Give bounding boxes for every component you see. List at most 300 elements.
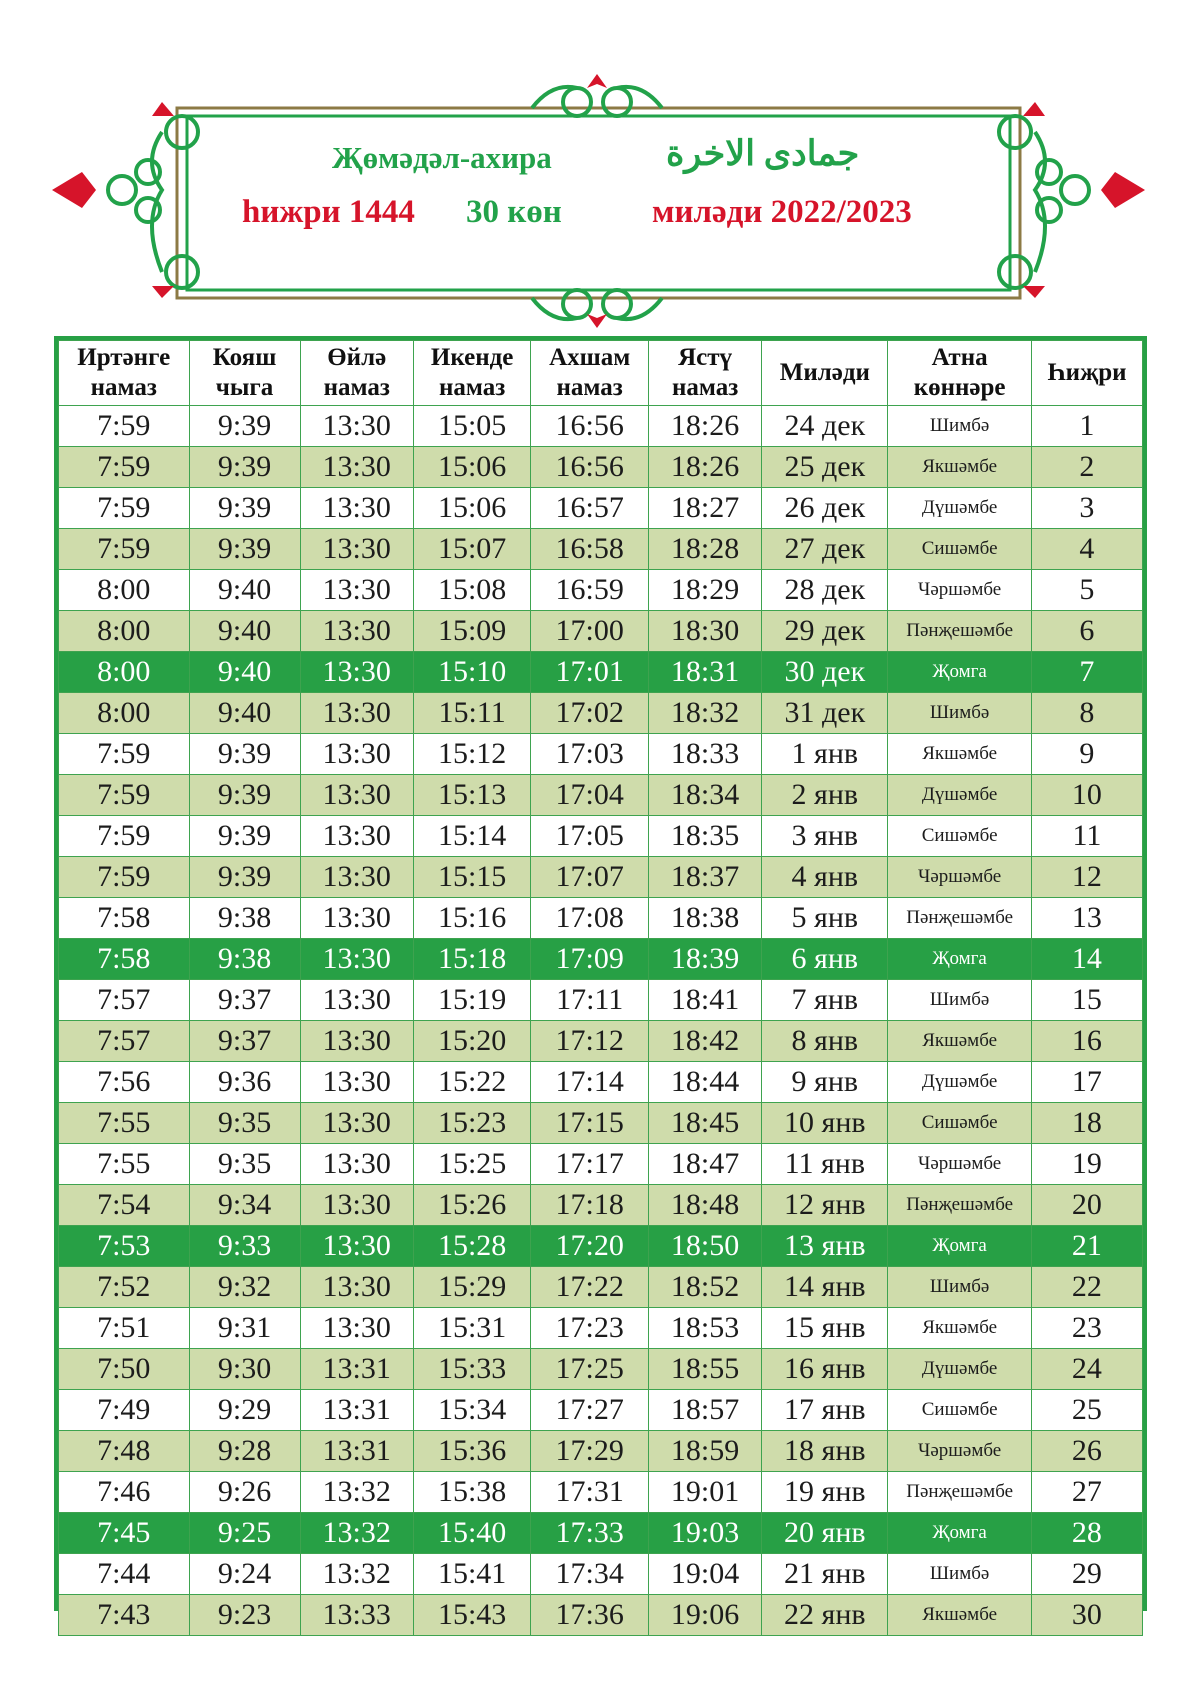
table-row <box>59 734 1143 775</box>
table-cell: 26 <box>1031 1431 1142 1472</box>
column-header-label: намаз <box>323 374 390 401</box>
table-cell: 15:06 <box>413 447 531 488</box>
table-cell: 31 дек <box>762 693 888 734</box>
table-cell: 9:28 <box>189 1431 300 1472</box>
table-cell: Чәршәмбе <box>888 1431 1031 1472</box>
table-cell: 13:30 <box>300 857 413 898</box>
table-cell: 15:08 <box>413 570 531 611</box>
table-cell: 18:38 <box>648 898 761 939</box>
table-cell: 18:31 <box>648 652 761 693</box>
table-cell: 13:30 <box>300 939 413 980</box>
table-cell: Пәнҗешәмбе <box>888 1472 1031 1513</box>
column-header-label: намаз <box>671 374 739 401</box>
table-cell: 13:30 <box>300 734 413 775</box>
table-cell: Җомга <box>888 1513 1031 1554</box>
table-cell: 13:30 <box>300 611 413 652</box>
table-cell: 7:59 <box>59 406 190 447</box>
table-cell: 17:00 <box>531 611 649 652</box>
table-body <box>59 406 1143 1636</box>
table-row <box>59 529 1143 570</box>
table-cell: 3 <box>1031 488 1142 529</box>
table-cell: Шимбә <box>888 1267 1031 1308</box>
table-cell: 26 дек <box>762 488 888 529</box>
table-cell: 13:30 <box>300 693 413 734</box>
table-cell: 9:29 <box>189 1390 300 1431</box>
table-cell: 5 янв <box>762 898 888 939</box>
table-cell: 10 <box>1031 775 1142 816</box>
table-cell: 13:30 <box>300 1103 413 1144</box>
table-row <box>59 1472 1143 1513</box>
table-cell: 8:00 <box>59 652 190 693</box>
table-cell: 17:03 <box>531 734 649 775</box>
table-cell: 9:40 <box>189 611 300 652</box>
column-header-label: Иртәнге <box>77 344 171 371</box>
table-cell: 9:39 <box>189 488 300 529</box>
column-header <box>1031 341 1142 406</box>
table-cell: 13:30 <box>300 570 413 611</box>
table-cell: 15:13 <box>413 775 531 816</box>
table-cell: 9:39 <box>189 406 300 447</box>
table-cell: 11 <box>1031 816 1142 857</box>
table-cell: 15:11 <box>413 693 531 734</box>
table-cell: 13:30 <box>300 898 413 939</box>
table-cell: Пәнҗешәмбе <box>888 898 1031 939</box>
table-cell: Сишәмбе <box>888 816 1031 857</box>
table-cell: 18:47 <box>648 1144 761 1185</box>
table-cell: 9:35 <box>189 1103 300 1144</box>
table-cell: 7:55 <box>59 1103 190 1144</box>
table-cell: 9:37 <box>189 1021 300 1062</box>
table-cell: 7:57 <box>59 980 190 1021</box>
table-cell: 19:03 <box>648 1513 761 1554</box>
table-cell: 9:38 <box>189 939 300 980</box>
table-row <box>59 1021 1143 1062</box>
table-cell: 7:58 <box>59 898 190 939</box>
table-cell: Чәршәмбе <box>888 857 1031 898</box>
table-cell: 14 янв <box>762 1267 888 1308</box>
table-cell: 17:25 <box>531 1349 649 1390</box>
table-cell: Шимбә <box>888 980 1031 1021</box>
table-cell: 7:50 <box>59 1349 190 1390</box>
table-cell: 9:39 <box>189 857 300 898</box>
table-cell: 17:18 <box>531 1185 649 1226</box>
table-row <box>59 898 1143 939</box>
ornamental-header <box>52 72 1145 330</box>
table-cell: 18:33 <box>648 734 761 775</box>
table-cell: Шимбә <box>888 693 1031 734</box>
table-cell: 9:40 <box>189 693 300 734</box>
table-cell: 9:38 <box>189 898 300 939</box>
table-cell: 7:59 <box>59 775 190 816</box>
table-cell: 13:30 <box>300 1021 413 1062</box>
table-row <box>59 1390 1143 1431</box>
column-header-label: Ахшам <box>549 344 631 371</box>
column-header-label: Миләди <box>779 359 870 386</box>
table-cell: 18:32 <box>648 693 761 734</box>
table-cell: 7:52 <box>59 1267 190 1308</box>
table-row <box>59 1595 1143 1636</box>
table-cell: 17:31 <box>531 1472 649 1513</box>
table-cell: 17:02 <box>531 693 649 734</box>
table-cell: 15:36 <box>413 1431 531 1472</box>
table-cell: 7 янв <box>762 980 888 1021</box>
table-cell: 9:33 <box>189 1226 300 1267</box>
table-cell: 18:30 <box>648 611 761 652</box>
table-row <box>59 1308 1143 1349</box>
table-cell: 16:59 <box>531 570 649 611</box>
table-cell: 9:31 <box>189 1308 300 1349</box>
table-row <box>59 611 1143 652</box>
table-cell: 9 янв <box>762 1062 888 1103</box>
table-row <box>59 1513 1143 1554</box>
table-cell: 13:32 <box>300 1472 413 1513</box>
table-cell: 16 <box>1031 1021 1142 1062</box>
table-cell: 7:44 <box>59 1554 190 1595</box>
table-cell: Дүшәмбе <box>888 775 1031 816</box>
table-cell: 15:20 <box>413 1021 531 1062</box>
table-cell: 13:30 <box>300 488 413 529</box>
table-cell: 17:27 <box>531 1390 649 1431</box>
table-cell: Шимбә <box>888 1554 1031 1595</box>
column-header <box>531 341 649 406</box>
table-cell: 7:55 <box>59 1144 190 1185</box>
month-title-arabic: جمادى الاخرة <box>666 134 860 173</box>
table-cell: 7:59 <box>59 447 190 488</box>
table-cell: 18:59 <box>648 1431 761 1472</box>
table-cell: 15:43 <box>413 1595 531 1636</box>
table-cell: 18:44 <box>648 1062 761 1103</box>
table-cell: 15:33 <box>413 1349 531 1390</box>
table-cell: 15:18 <box>413 939 531 980</box>
column-header-label: Һиҗри <box>1047 359 1127 386</box>
table-cell: 9:34 <box>189 1185 300 1226</box>
table-cell: 3 янв <box>762 816 888 857</box>
table-cell: 9:32 <box>189 1267 300 1308</box>
table-cell: 27 дек <box>762 529 888 570</box>
table-cell: 18:57 <box>648 1390 761 1431</box>
hijri-year: һижри 1444 <box>242 194 415 230</box>
table-cell: 9:39 <box>189 529 300 570</box>
table-cell: 17:01 <box>531 652 649 693</box>
table-cell: 13:30 <box>300 652 413 693</box>
table-cell: 17:20 <box>531 1226 649 1267</box>
table-cell: 15:05 <box>413 406 531 447</box>
table-cell: 5 <box>1031 570 1142 611</box>
table-cell: 13:30 <box>300 406 413 447</box>
column-header <box>59 341 190 406</box>
table-cell: 15:28 <box>413 1226 531 1267</box>
table-row <box>59 816 1143 857</box>
table-cell: Чәршәмбе <box>888 1144 1031 1185</box>
table-cell: 18:28 <box>648 529 761 570</box>
table-cell: 9:39 <box>189 447 300 488</box>
table-cell: 30 <box>1031 1595 1142 1636</box>
table-cell: 17:17 <box>531 1144 649 1185</box>
table-cell: 15:40 <box>413 1513 531 1554</box>
table-cell: 18:34 <box>648 775 761 816</box>
table-cell: 15:41 <box>413 1554 531 1595</box>
table-cell: 7:43 <box>59 1595 190 1636</box>
table-cell: Дүшәмбе <box>888 1062 1031 1103</box>
prayer-times-table-frame <box>54 336 1147 1631</box>
table-cell: 24 <box>1031 1349 1142 1390</box>
table-cell: 9:24 <box>189 1554 300 1595</box>
table-cell: 27 <box>1031 1472 1142 1513</box>
table-cell: 9:25 <box>189 1513 300 1554</box>
column-header <box>189 341 300 406</box>
table-cell: 19 <box>1031 1144 1142 1185</box>
table-cell: 17:14 <box>531 1062 649 1103</box>
prayer-times-table <box>58 340 1143 1636</box>
table-cell: 18 янв <box>762 1431 888 1472</box>
table-cell: 9:39 <box>189 775 300 816</box>
gregorian-years: миләди 2022/2023 <box>652 194 912 230</box>
table-cell: 17:33 <box>531 1513 649 1554</box>
column-header-label: намаз <box>438 374 506 401</box>
column-header <box>300 341 413 406</box>
table-cell: Якшәмбе <box>888 1308 1031 1349</box>
table-cell: 19:04 <box>648 1554 761 1595</box>
table-cell: 15:26 <box>413 1185 531 1226</box>
table-cell: 18:41 <box>648 980 761 1021</box>
table-cell: 13:31 <box>300 1390 413 1431</box>
table-cell: 9:35 <box>189 1144 300 1185</box>
table-cell: 16:58 <box>531 529 649 570</box>
table-cell: 15:23 <box>413 1103 531 1144</box>
table-cell: 4 янв <box>762 857 888 898</box>
table-cell: 17:07 <box>531 857 649 898</box>
table-row <box>59 1431 1143 1472</box>
table-cell: 13:30 <box>300 816 413 857</box>
table-row <box>59 652 1143 693</box>
table-cell: 17:29 <box>531 1431 649 1472</box>
column-header-label: Ястү <box>678 344 733 371</box>
table-row <box>59 1349 1143 1390</box>
table-cell: 1 <box>1031 406 1142 447</box>
table-cell: Пәнҗешәмбе <box>888 611 1031 652</box>
column-header <box>888 341 1031 406</box>
table-cell: 7:54 <box>59 1185 190 1226</box>
table-cell: 7:59 <box>59 734 190 775</box>
table-cell: 7:56 <box>59 1062 190 1103</box>
table-cell: 12 янв <box>762 1185 888 1226</box>
table-cell: 18:42 <box>648 1021 761 1062</box>
table-cell: 23 <box>1031 1308 1142 1349</box>
table-cell: 9:39 <box>189 734 300 775</box>
table-cell: Дүшәмбе <box>888 1349 1031 1390</box>
table-cell: 18:53 <box>648 1308 761 1349</box>
table-cell: 13 янв <box>762 1226 888 1267</box>
table-cell: 13:32 <box>300 1554 413 1595</box>
table-cell: Якшәмбе <box>888 1595 1031 1636</box>
column-header-label: көннәре <box>913 374 1006 401</box>
table-cell: 4 <box>1031 529 1142 570</box>
table-cell: Якшәмбе <box>888 734 1031 775</box>
table-row <box>59 775 1143 816</box>
table-cell: 15:25 <box>413 1144 531 1185</box>
table-cell: 7:48 <box>59 1431 190 1472</box>
table-cell: 20 янв <box>762 1513 888 1554</box>
table-cell: 9:36 <box>189 1062 300 1103</box>
table-header <box>59 341 1143 406</box>
table-cell: 17:05 <box>531 816 649 857</box>
table-cell: 13 <box>1031 898 1142 939</box>
table-cell: 15:12 <box>413 734 531 775</box>
ornament-frame-icon <box>52 72 1145 330</box>
table-cell: 20 <box>1031 1185 1142 1226</box>
table-cell: 9:40 <box>189 570 300 611</box>
table-row <box>59 447 1143 488</box>
table-cell: 10 янв <box>762 1103 888 1144</box>
table-cell: 24 дек <box>762 406 888 447</box>
table-cell: 7:59 <box>59 529 190 570</box>
table-cell: 8:00 <box>59 611 190 652</box>
column-header-label: намаз <box>556 374 623 401</box>
table-cell: 9:40 <box>189 652 300 693</box>
table-cell: 7:59 <box>59 488 190 529</box>
table-row <box>59 980 1143 1021</box>
table-cell: 13:31 <box>300 1431 413 1472</box>
table-cell: 18:26 <box>648 406 761 447</box>
column-header-label: Кояш <box>212 344 277 371</box>
column-header-label: чыга <box>215 374 274 401</box>
table-cell: 7:46 <box>59 1472 190 1513</box>
table-cell: Пәнҗешәмбе <box>888 1185 1031 1226</box>
table-cell: 18:55 <box>648 1349 761 1390</box>
table-cell: 7:53 <box>59 1226 190 1267</box>
table-row <box>59 406 1143 447</box>
table-cell: Якшәмбе <box>888 1021 1031 1062</box>
table-cell: 15:10 <box>413 652 531 693</box>
table-cell: 16:56 <box>531 406 649 447</box>
table-cell: 19:01 <box>648 1472 761 1513</box>
table-cell: 18 <box>1031 1103 1142 1144</box>
table-cell: 15:07 <box>413 529 531 570</box>
table-cell: 7:59 <box>59 857 190 898</box>
table-cell: 17:34 <box>531 1554 649 1595</box>
table-cell: 22 янв <box>762 1595 888 1636</box>
table-cell: 30 дек <box>762 652 888 693</box>
table-cell: 15 <box>1031 980 1142 1021</box>
table-row <box>59 939 1143 980</box>
table-row <box>59 693 1143 734</box>
table-cell: 7:57 <box>59 1021 190 1062</box>
table-cell: 1 янв <box>762 734 888 775</box>
table-cell: 17:04 <box>531 775 649 816</box>
table-cell: 22 <box>1031 1267 1142 1308</box>
table-cell: Якшәмбе <box>888 447 1031 488</box>
table-row <box>59 1185 1143 1226</box>
table-cell: 8:00 <box>59 693 190 734</box>
table-cell: 16:57 <box>531 488 649 529</box>
table-cell: 15:22 <box>413 1062 531 1103</box>
table-cell: 11 янв <box>762 1144 888 1185</box>
table-cell: 18:35 <box>648 816 761 857</box>
table-cell: 18:39 <box>648 939 761 980</box>
table-cell: 2 янв <box>762 775 888 816</box>
table-cell: 15:31 <box>413 1308 531 1349</box>
table-cell: 15:34 <box>413 1390 531 1431</box>
table-cell: 18:52 <box>648 1267 761 1308</box>
table-cell: 19:06 <box>648 1595 761 1636</box>
table-cell: 28 <box>1031 1513 1142 1554</box>
table-cell: 18:26 <box>648 447 761 488</box>
table-cell: 13:30 <box>300 529 413 570</box>
table-cell: 18:50 <box>648 1226 761 1267</box>
table-cell: 13:30 <box>300 1267 413 1308</box>
table-cell: 15:15 <box>413 857 531 898</box>
table-cell: 17:22 <box>531 1267 649 1308</box>
table-cell: 2 <box>1031 447 1142 488</box>
table-cell: 6 янв <box>762 939 888 980</box>
column-header <box>762 341 888 406</box>
table-cell: 17:11 <box>531 980 649 1021</box>
table-cell: Дүшәмбе <box>888 488 1031 529</box>
table-cell: 8 янв <box>762 1021 888 1062</box>
table-cell: Сишәмбе <box>888 1390 1031 1431</box>
table-cell: 13:30 <box>300 980 413 1021</box>
table-cell: Сишәмбе <box>888 1103 1031 1144</box>
table-cell: 18:45 <box>648 1103 761 1144</box>
table-cell: 15:29 <box>413 1267 531 1308</box>
table-cell: 8 <box>1031 693 1142 734</box>
table-cell: 13:30 <box>300 775 413 816</box>
table-row <box>59 857 1143 898</box>
table-cell: 12 <box>1031 857 1142 898</box>
table-cell: 29 <box>1031 1554 1142 1595</box>
column-header-label: Атна <box>931 344 988 371</box>
table-cell: 13:30 <box>300 1185 413 1226</box>
table-cell: 25 <box>1031 1390 1142 1431</box>
table-cell: 13:30 <box>300 1144 413 1185</box>
column-header-label: намаз <box>90 374 157 401</box>
table-cell: Җомга <box>888 939 1031 980</box>
table-cell: 7:58 <box>59 939 190 980</box>
table-cell: 13:33 <box>300 1595 413 1636</box>
table-cell: 14 <box>1031 939 1142 980</box>
column-header <box>413 341 531 406</box>
table-row <box>59 1226 1143 1267</box>
table-cell: 17:15 <box>531 1103 649 1144</box>
table-cell: 7:49 <box>59 1390 190 1431</box>
table-row <box>59 1267 1143 1308</box>
table-cell: 13:30 <box>300 447 413 488</box>
table-cell: 21 янв <box>762 1554 888 1595</box>
table-cell: 17:08 <box>531 898 649 939</box>
table-row <box>59 1103 1143 1144</box>
table-cell: 7:51 <box>59 1308 190 1349</box>
column-header <box>648 341 761 406</box>
table-cell: 9:26 <box>189 1472 300 1513</box>
table-cell: 13:31 <box>300 1349 413 1390</box>
table-cell: Җомга <box>888 1226 1031 1267</box>
table-cell: 15:09 <box>413 611 531 652</box>
table-cell: 9 <box>1031 734 1142 775</box>
table-cell: 9:23 <box>189 1595 300 1636</box>
table-cell: 25 дек <box>762 447 888 488</box>
table-cell: 9:37 <box>189 980 300 1021</box>
table-row <box>59 1554 1143 1595</box>
table-row <box>59 1144 1143 1185</box>
table-row <box>59 1062 1143 1103</box>
table-cell: 17:12 <box>531 1021 649 1062</box>
table-cell: 15:16 <box>413 898 531 939</box>
table-cell: 7:45 <box>59 1513 190 1554</box>
table-cell: 9:39 <box>189 816 300 857</box>
table-cell: 29 дек <box>762 611 888 652</box>
table-cell: 15:19 <box>413 980 531 1021</box>
month-title-tatar: Җөмәдәл-ахира <box>332 140 552 175</box>
